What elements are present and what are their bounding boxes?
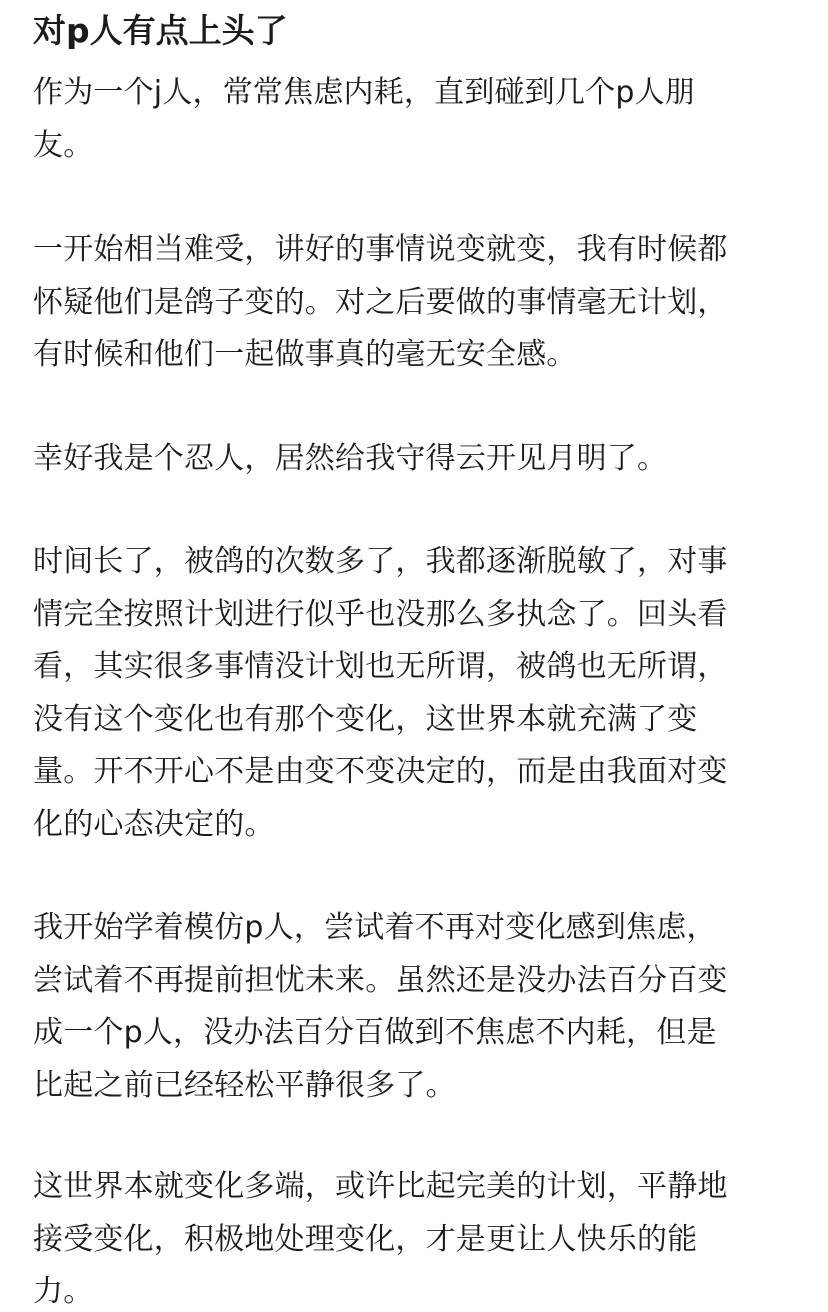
- paragraph-line: 怀疑他们是鸽子变的。对之后要做的事情毫无计划，: [33, 284, 728, 320]
- paragraph-line: 情完全按照计划进行似乎也没那么多执念了。回头看: [33, 596, 728, 632]
- paragraph-line: 尝试着不再提前担忧未来。虽然还是没办法百分百变: [33, 962, 728, 998]
- paragraph-5: [33, 902, 793, 1112]
- paragraph-line: 比起之前已经轻松平静很多了。: [33, 1067, 456, 1103]
- paragraph-3: [33, 433, 793, 486]
- paragraph-line: 时间长了，被鸽的次数多了，我都逐渐脱敏了，对事: [33, 544, 728, 579]
- paragraph-line: 接受变化，积极地处理变化，才是更让人快乐的能: [33, 1221, 698, 1257]
- paragraph-4: [33, 536, 793, 851]
- paragraph-line: 幸好我是个忍人，居然给我守得云开见月明了。: [33, 441, 668, 476]
- paragraph-line: 量。开不开心不是由变不变决定的，而是由我面对变: [33, 754, 728, 789]
- paragraph-line: 作为一个j人，常常焦虑内耗，直到碰到几个p人朋: [33, 75, 695, 110]
- paragraph-line: 一开始相当难受，讲好的事情说变就变，我有时候都: [33, 232, 728, 267]
- paragraph-line: 我开始学着模仿p人，尝试着不再对变化感到焦虑，: [33, 910, 717, 945]
- paragraph-line: 成一个p人，没办法百分百做到不焦虑不内耗，但是: [33, 1015, 717, 1050]
- paragraph-line: 友。: [33, 127, 94, 163]
- paragraph-line: 化的心态决定的。: [33, 806, 275, 842]
- paragraph-line: 力。: [33, 1274, 94, 1309]
- paragraph-2: [33, 224, 793, 382]
- paragraph-line: 有时候和他们一起做事真的毫无安全感。: [33, 337, 577, 372]
- paragraph-1: [33, 67, 793, 172]
- paragraph-6: [33, 1161, 793, 1312]
- paragraph-line: 这世界本就变化多端，或许比起完美的计划，平静地: [33, 1169, 728, 1204]
- paragraph-line: 没有这个变化也有那个变化，这世界本就充满了变: [33, 701, 698, 737]
- post-title: 对p人有点上头了: [33, 11, 288, 50]
- paragraph-line: 看，其实很多事情没计划也无所谓，被鸽也无所谓，: [33, 649, 728, 684]
